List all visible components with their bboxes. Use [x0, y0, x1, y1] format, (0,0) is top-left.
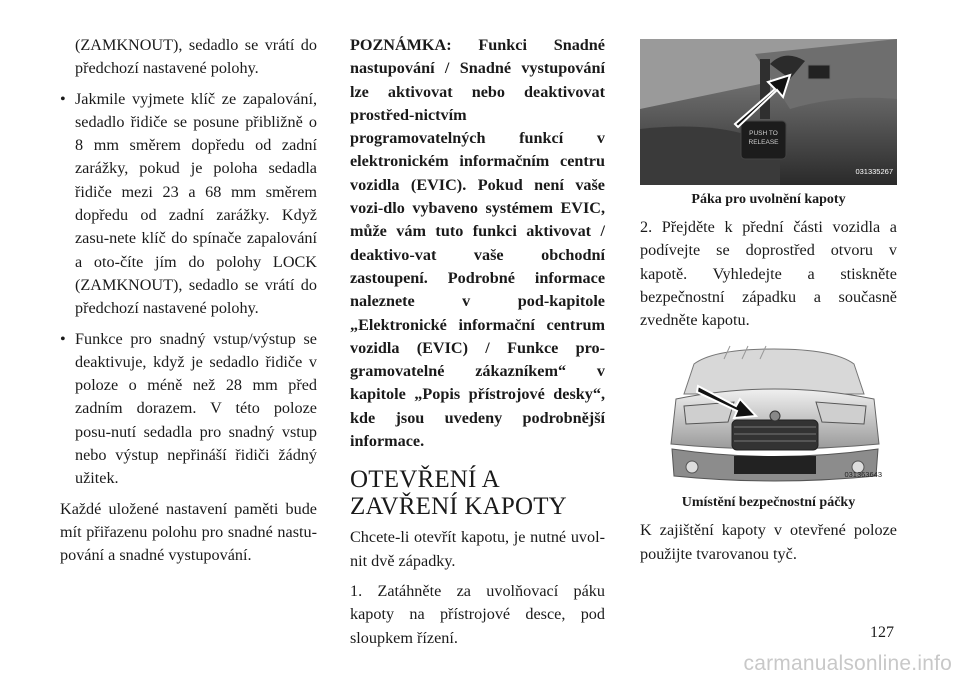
figure-id: 031335267	[855, 166, 893, 176]
figure-id: 031363643	[844, 470, 882, 480]
watermark: carmanualsonline.info	[743, 652, 952, 675]
step-1: 1. Zatáhněte za uvolňovací páku kapoty na přístrojové desce, pod sloupkem řízení.	[350, 581, 605, 647]
closing-paragraph: K zajištění kapoty v otevřené poloze použijte tvarovanou tyč.	[640, 521, 897, 563]
section-heading: OTEVŘENÍ A ZAVŘENÍ KAPOTY	[350, 466, 567, 521]
bullet-text: Funkce pro snadný vstup/výstup se deaktivuje, když je sedadlo řidiče v poloze o méně než 28 mm před zadním dorazem. V této poloze posu-nutí sedadla pro snadný vstup nebo výstup nepřináší řidiči žádný užitek.	[75, 329, 317, 488]
bullet-item	[60, 328, 317, 491]
page-number: 127	[870, 624, 894, 641]
continued-text: (ZAMKNOUT), sedadlo se vrátí do předchozí nastavené polohy.	[75, 36, 317, 78]
svg-text:RELEASE: RELEASE	[748, 139, 779, 146]
safety-latch-location-photo	[664, 344, 886, 488]
figure-caption: Páka pro uvolnění kapoty	[691, 192, 846, 207]
left-column	[60, 34, 317, 568]
note-paragraph: POZNÁMKA: Funkci Snadné nastupování / Snadné vystupování lze aktivovat nebo deaktivovat prostřed-nictvím programovatelných funkcí v elektronickém informačním centru vozidla (EVIC). Pokud není vaše vozi-dlo vybaveno systémem EVIC, může vám tuto funkci aktivovat / deaktivo-vat vaše obchodní zastoupení. Podrobné informace naleznete v pod-kapitole „Elektronické informační centrum vozidla (EVIC) / Funkce pro-gramovatelné zákazníkem“ v kapitole „Popis přístrojové desky“, kde jsou uvedeny podrobnější informace.	[350, 36, 605, 451]
middle-column	[350, 34, 605, 650]
intro-paragraph: Chcete-li otevřít kapotu, je nutné uvol-nit dvě západky.	[350, 528, 605, 570]
bullet-icon: •	[60, 329, 66, 348]
body-paragraph: Každé uložené nastavení paměti bude mít přiřazenu polohu pro snadné nastu-pování a snadné vystupování.	[60, 499, 317, 565]
svg-text:PUSH TO: PUSH TO	[749, 130, 778, 137]
hood-release-lever-photo	[640, 39, 897, 185]
right-column	[640, 39, 897, 566]
bullet-icon: •	[60, 89, 66, 108]
step-2: 2. Přejděte k přední části vozidla a podívejte se doprostřed otvoru v kapotě. Vyhledejte a stiskněte bezpečnostní západku a současně zvedněte kapotu.	[640, 218, 897, 330]
figure-caption: Umístění bezpečnostní páčky	[681, 495, 856, 511]
bullet-item	[60, 88, 317, 321]
bullet-text: Jakmile vyjmete klíč ze zapalování, sedadlo řidiče se posune přibližně o 8 mm směrem dopředu od zadní zarážky, pokud je poloha sedadla řidiče mezi 23 a 68 mm směrem dopředu od zadní zarážky. Když zasu-nete klíč do spínače zapalování a oto-číte jím do polohy LOCK (ZAMKNOUT), sedadlo se vrátí do předchozí nastavené polohy.	[75, 89, 317, 318]
